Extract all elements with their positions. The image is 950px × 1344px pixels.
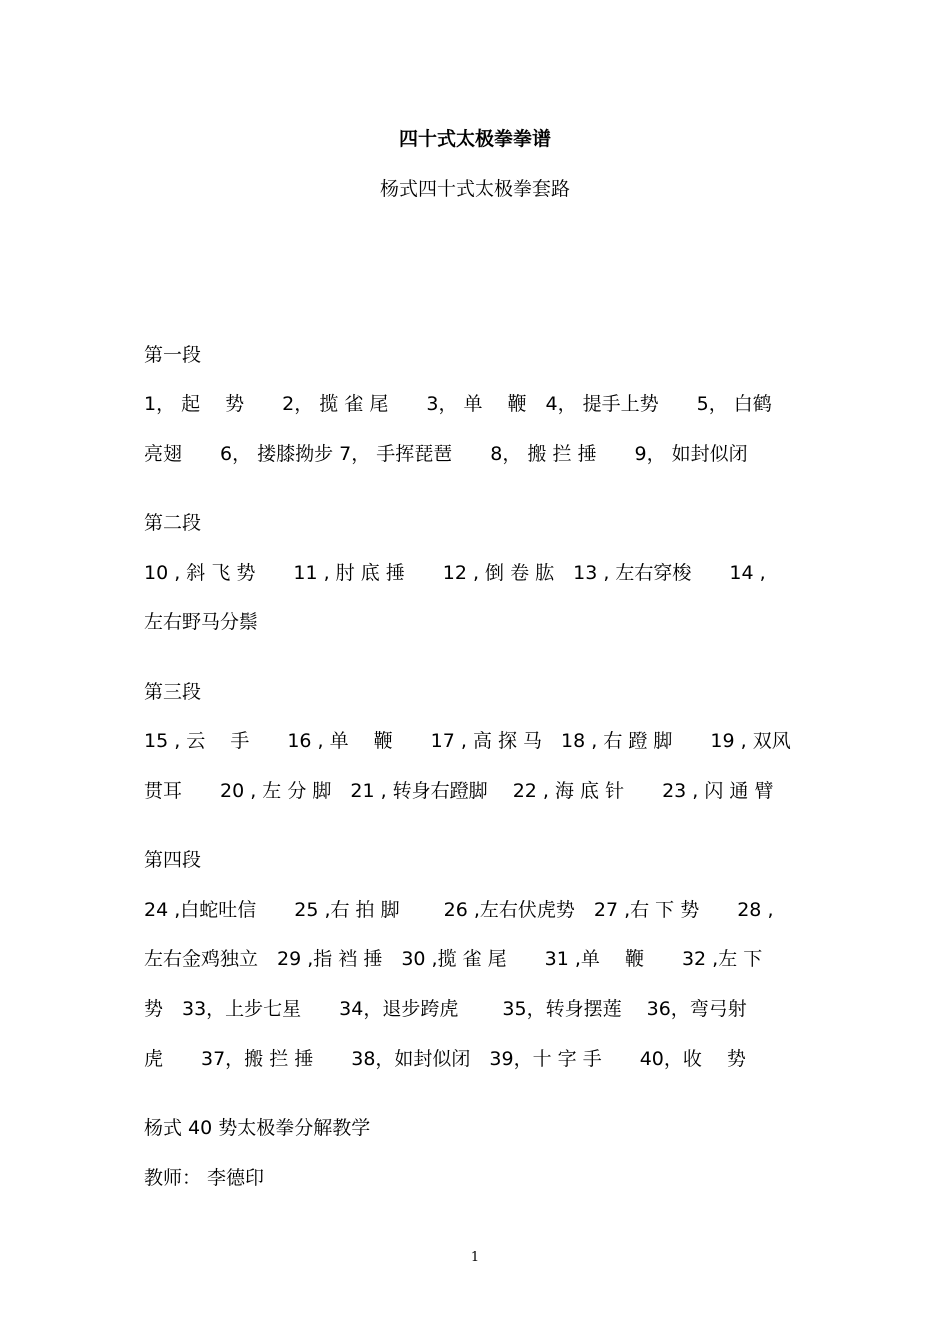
document-title: 四十式太极拳拳谱 — [398, 128, 551, 150]
section-1-line-1: 1， 起 势 2， 揽 雀 尾 3， 单 鞭 4， 提手上势 5， 白鹤 — [144, 393, 772, 415]
section-2-line-2: 左右野马分鬃 — [144, 611, 259, 633]
section-3-heading: 第三段 — [144, 681, 202, 703]
section-3-line-2: 贯耳 20 , 左 分 脚 21 , 转身右蹬脚 22 , 海 底 针 23 , 闪 通 臂 — [144, 780, 774, 802]
section-4-line-3: 势 33，上步七星 34，退步跨虎 35，转身摆莲 36，弯弓射 — [144, 998, 747, 1020]
section-4-heading: 第四段 — [144, 849, 202, 871]
teacher-line: 教师： 李德印 — [144, 1167, 265, 1189]
page-number: 1 — [470, 1250, 480, 1265]
section-4-line-2: 左右金鸡独立 29 ,指 裆 捶 30 ,揽 雀 尾 31 ,单 鞭 32 ,左 下 — [144, 948, 763, 970]
course-title: 杨式 40 势太极拳分解教学 — [144, 1117, 371, 1139]
section-2-line-1: 10 , 斜 飞 势 11 , 肘 底 捶 12 , 倒 卷 肱 13 , 左右穿梭 14 , — [144, 562, 766, 584]
section-1-line-2: 亮翅 6， 搂膝拗步 7， 手挥琵琶 8， 搬 拦 捶 9， 如封似闭 — [144, 443, 748, 465]
section-1-heading: 第一段 — [144, 344, 202, 366]
section-4-line-1: 24 ,白蛇吐信 25 ,右 拍 脚 26 ,左右伏虎势 27 ,右 下 势 28 , — [144, 899, 774, 921]
section-3-line-1: 15 , 云 手 16 , 单 鞭 17 , 高 探 马 18 , 右 蹬 脚 19 , 双风 — [144, 730, 791, 752]
document-subtitle: 杨式四十式太极拳套路 — [379, 178, 570, 200]
section-4-line-4: 虎 37，搬 拦 捶 38，如封似闭 39，十 字 手 40，收 势 — [144, 1048, 746, 1070]
section-2-heading: 第二段 — [144, 512, 202, 534]
